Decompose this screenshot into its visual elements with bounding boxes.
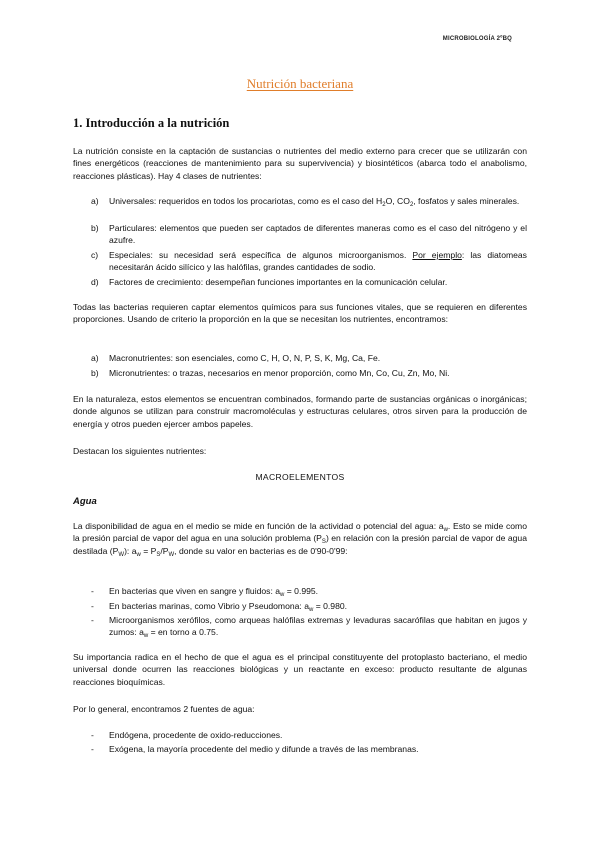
list-text: Micronutrientes: o trazas, necesarios en menor proporción, como Mn, Co, Cu, Zn, Mo, Ni. [109, 368, 450, 378]
course-header: MICROBIOLOGÍA 2ºBQ [442, 36, 512, 42]
list-item [73, 195, 527, 207]
list-text: Especiales: su necesidad será específica de algunos microorganismos. Por ejemplo: las diatomeas necesitarán ácido silícico y las halófilas, grandes cantidades de sodio. [109, 250, 527, 273]
list-marker: a) [91, 196, 99, 206]
list-marker: - [91, 730, 94, 740]
list-item [73, 729, 527, 741]
document-title: Nutrición bacteriana [246, 76, 354, 91]
list-item [73, 222, 527, 247]
list-text: Particulares: elementos que pueden ser captados de diferentes maneras como es el caso del nitrógeno y el azufre. [109, 223, 527, 246]
section-heading: 1. Introducción a la nutrición [73, 116, 230, 130]
nutrients-paragraph: Todas las bacterias requieren captar elementos químicos para sus funciones vitales, que se requieren en diferentes proporciones. Usando de criterio la proporción en la que se necesitan los nutrientes, encontramos: [73, 302, 527, 325]
list-marker: - [91, 615, 94, 625]
list-marker: - [91, 744, 94, 754]
list-text: Microorganismos xerófilos, como arqueas halófilas extremas y levaduras sacarófilas que habitan en jugos y zumos: $a_w$ = en torno a 0.75. [109, 615, 527, 640]
list-marker: c) [91, 250, 99, 260]
list-text: Universales: requeridos en todos los procariotas, como es el caso del $H_2O$, $CO_2$, fosfatos y sales minerales. [109, 196, 520, 208]
nature-paragraph: En la naturaleza, estos elementos se encuentran combinados, formando parte de sustancias orgánicas o inorgánicas; donde algunos se utilizan para construir macromoléculas y estructuras celulares, otros sirven para la producción de energía y otros pueden ejercer ambos papeles. [73, 394, 527, 429]
intro-paragraph: La nutrición consiste en la captación de sustancias o nutrientes del medio externo para crecer que se utilizarán con fines energéticos (reacciones de mantenimiento para su supervivencia) y biosintéticos (abarca todo el anabolismo, reacciones plásticas). Hay 4 clases de nutrientes: [73, 146, 527, 181]
list-item [73, 585, 527, 597]
list-item [73, 600, 527, 612]
importance-paragraph: Su importancia radica en el hecho de que el agua es el principal constituyente del protoplasto bacteriano, el medio universal donde ocurren las reacciones biológicas y un reactante en exceso: producto resultante de algunas reacciones bioquímicas. [73, 652, 527, 687]
list-marker: a) [91, 353, 99, 363]
water-heading: Agua [73, 496, 97, 507]
list-text: En bacterias que viven en sangre y fluidos: $a_w = 0.995$. [109, 586, 319, 598]
list-text: En bacterias marinas, como Vibrio y Pseudomona: $a_w = 0.980$. [109, 601, 348, 613]
water-paragraph: La disponibilidad de agua en el medio se mide en función de la actividad o potencial del agua: $a_w$. Esto se mide como la presión parcial de vapor del agua en una solución problema $(P_S)$ en relación con la presión parcial de vapor de agua destilada $(P_W)$: $a_w = P_S/P_W$, donde su valor en bacterias es de 0'90-0'99: [73, 521, 527, 558]
list-marker: - [91, 601, 94, 611]
list-marker: b) [91, 223, 99, 233]
list-text: Endógena, procedente de oxido-reducciones. [109, 730, 283, 740]
list-item [73, 367, 527, 379]
list-item [73, 352, 527, 364]
list-item [73, 276, 527, 288]
nutrients-intro: Destacan los siguientes nutrientes: [73, 446, 207, 456]
list-text: Factores de crecimiento: desempeñan funciones importantes en la comunicación celular. [109, 277, 448, 287]
list-marker: - [91, 586, 94, 596]
list-item [73, 743, 527, 755]
list-item [73, 249, 527, 274]
list-marker: d) [91, 277, 99, 287]
sources-intro: Por lo general, encontramos 2 fuentes de agua: [73, 704, 255, 714]
list-item [73, 614, 527, 639]
list-text: Exógena, la mayoría procedente del medio y difunde a través de las membranas. [109, 744, 419, 754]
list-text: Macronutrientes: son esenciales, como C, H, O, N, P, S, K, Mg, Ca, Fe. [109, 353, 381, 363]
macroelements-heading: MACROELEMENTOS [255, 472, 345, 482]
list-marker: b) [91, 368, 99, 378]
